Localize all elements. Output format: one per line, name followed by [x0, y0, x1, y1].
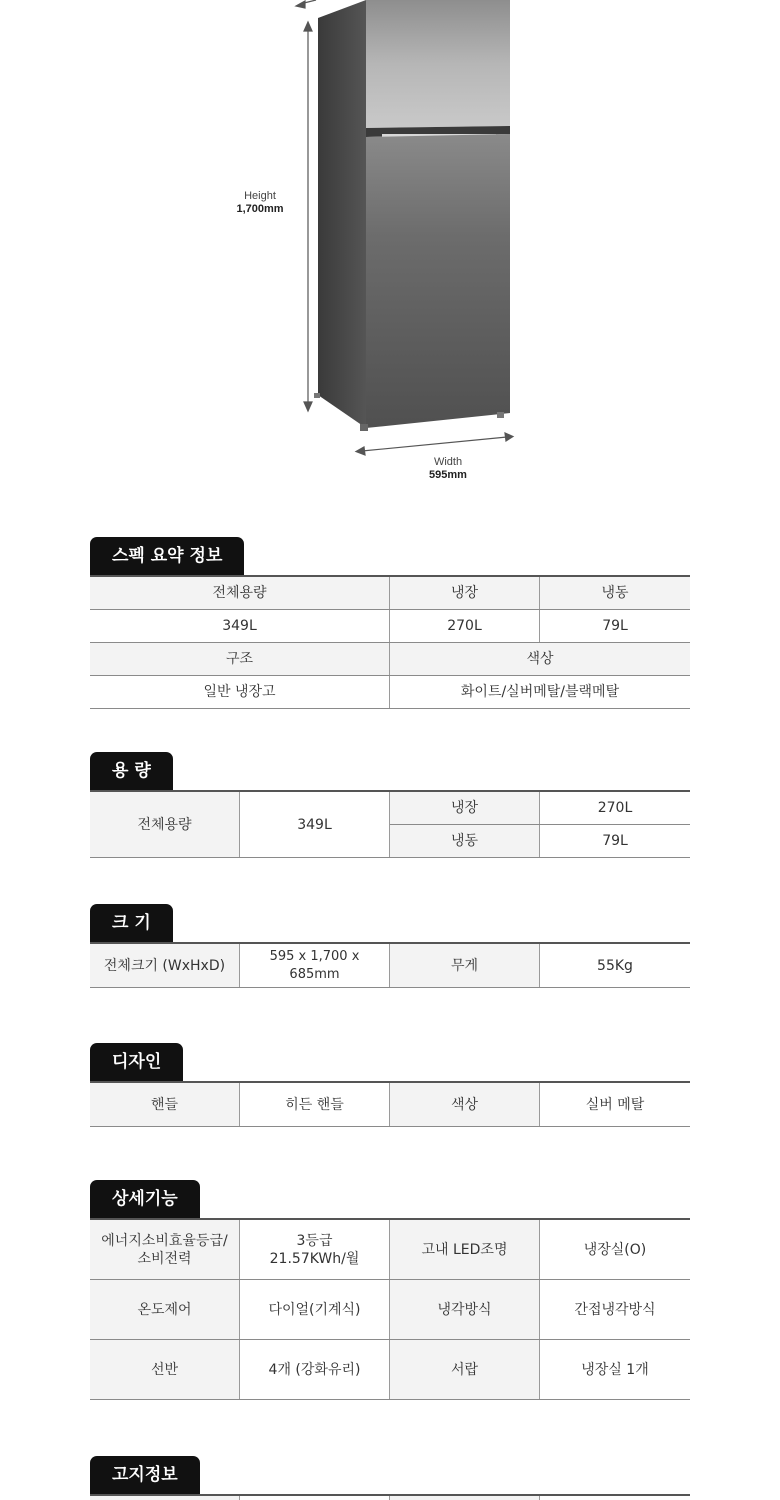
temp-control-label: 온도제어 — [90, 1280, 240, 1339]
weight-value: 55Kg — [597, 957, 633, 974]
total-capacity-value: 349L — [90, 610, 390, 642]
table-row — [90, 1083, 690, 1127]
freezer-header: 냉동 — [540, 577, 690, 609]
weight-label: 무게 — [390, 944, 540, 987]
fridge-value: 270L — [390, 610, 540, 642]
shelf-label: 선반 — [90, 1340, 240, 1399]
notice-cell — [240, 1496, 390, 1500]
table-row — [90, 643, 690, 676]
section-title-capacity: 용 량 — [90, 752, 173, 790]
capacity-fridge-value: 270L — [597, 800, 633, 816]
section-title-design: 디자인 — [90, 1043, 183, 1081]
handle-label: 핸들 — [90, 1083, 240, 1126]
width-arrow — [356, 433, 513, 455]
capacity-freezer-value: 79L — [602, 833, 628, 849]
section-title-size: 크 기 — [90, 904, 173, 942]
notice-cell — [540, 1496, 690, 1500]
capacity-fridge-label: 냉장 — [390, 792, 540, 824]
width-caption: Width — [433, 456, 463, 468]
spec-summary-table — [90, 575, 690, 709]
size-table — [90, 942, 690, 988]
table-row — [90, 1220, 690, 1280]
capacity-total-label: 전체용량 — [90, 792, 240, 857]
capacity-freezer-label: 냉동 — [390, 825, 540, 857]
fridge-side-panel — [318, 0, 366, 428]
overall-size-label: 전체크기 (WxHxD) — [90, 944, 240, 987]
energy-label — [90, 1220, 240, 1279]
total-capacity-header: 전체용량 — [90, 577, 390, 609]
features-table — [90, 1218, 690, 1400]
drawer-label: 서랍 — [390, 1340, 540, 1399]
drawer-value: 냉장실 1개 — [581, 1361, 649, 1378]
section-title-notice: 고지정보 — [90, 1456, 200, 1494]
table-row — [90, 577, 690, 610]
back-foot — [314, 393, 320, 398]
notice-cell — [390, 1496, 540, 1500]
table-row — [390, 825, 690, 857]
table-row — [390, 792, 690, 825]
table-row — [90, 1340, 690, 1400]
overall-size-value: 595 x 1,700 x 685mm — [240, 944, 390, 987]
notice-cell — [90, 1496, 240, 1500]
front-foot-right — [497, 412, 504, 418]
refrigerator-illustration — [0, 0, 780, 500]
energy-value — [240, 1220, 390, 1279]
led-label: 고내 LED조명 — [390, 1220, 540, 1279]
table-row — [90, 944, 690, 988]
freezer-value: 79L — [602, 618, 628, 634]
capacity-total-value: 349L — [240, 792, 390, 857]
height-value: 1,700mm — [236, 203, 284, 215]
energy-label-line-2: 소비전력 — [137, 1250, 192, 1267]
height-arrow — [296, 0, 316, 411]
structure-value: 일반 냉장고 — [90, 676, 390, 708]
width-value: 595mm — [429, 469, 467, 481]
fridge-door — [366, 134, 510, 428]
handle-value: 히든 핸들 — [240, 1083, 390, 1126]
capacity-breakdown — [390, 792, 690, 857]
table-row — [90, 792, 690, 858]
design-table — [90, 1081, 690, 1127]
color-header: 색상 — [390, 643, 690, 675]
product-figure — [0, 0, 780, 500]
energy-label-line-1: 에너지소비효율등급/ — [101, 1232, 228, 1249]
cooling-method-value: 간접냉각방식 — [574, 1301, 656, 1318]
section-title-spec-summary: 스펙 요약 정보 — [90, 537, 244, 575]
table-row — [90, 1496, 690, 1500]
width-dimension-label — [410, 456, 486, 482]
color-value: 화이트/실버메탈/블랙메탈 — [460, 684, 620, 700]
notice-table — [90, 1494, 690, 1500]
height-dimension-label — [226, 190, 294, 216]
freezer-door — [366, 0, 510, 128]
table-row — [90, 1280, 690, 1340]
energy-consumption: 21.57KWh/월 — [269, 1250, 360, 1267]
front-foot-left — [360, 424, 368, 431]
fridge-header: 냉장 — [390, 577, 540, 609]
design-color-value: 실버 메탈 — [585, 1096, 645, 1113]
design-color-label: 색상 — [390, 1083, 540, 1126]
table-row — [90, 676, 690, 709]
led-value: 냉장실(O) — [583, 1241, 647, 1258]
shelf-value: 4개 (강화유리) — [240, 1340, 390, 1399]
capacity-table — [90, 790, 690, 858]
structure-header: 구조 — [90, 643, 390, 675]
section-title-features: 상세기능 — [90, 1180, 200, 1218]
table-row — [90, 610, 690, 643]
height-caption: Height — [244, 190, 276, 202]
temp-control-value: 다이얼(기계식) — [240, 1280, 390, 1339]
energy-grade: 3등급 — [296, 1232, 333, 1249]
cooling-method-label: 냉각방식 — [390, 1280, 540, 1339]
